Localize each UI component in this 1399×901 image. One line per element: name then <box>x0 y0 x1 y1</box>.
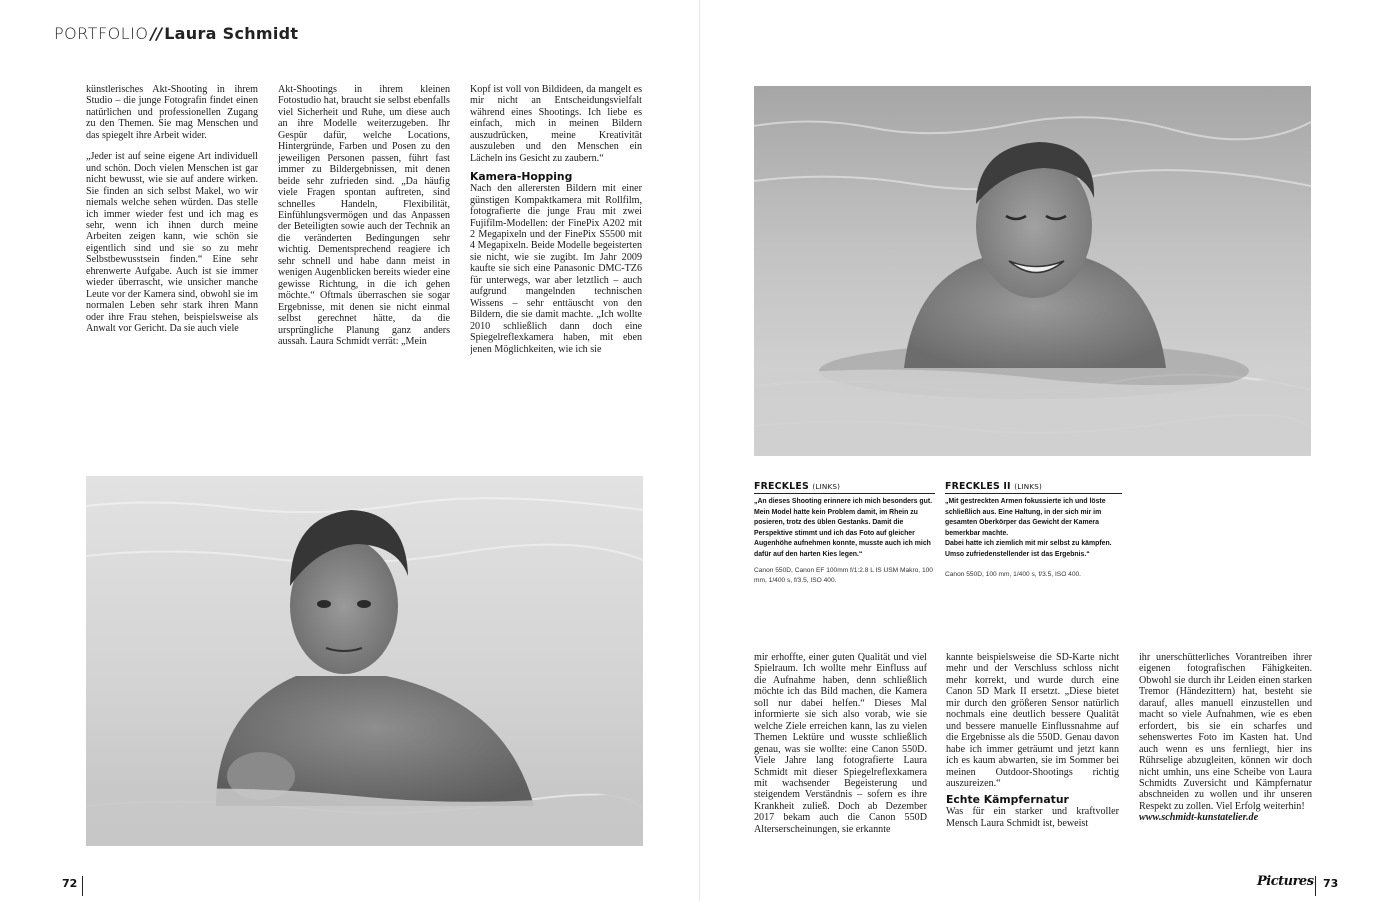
footer-divider-right <box>1315 876 1316 896</box>
spine-gutter <box>699 0 700 901</box>
paragraph: Was für ein starker und kraftvoller Mensch Laura Schmidt ist, beweist <box>946 806 1119 829</box>
website-link[interactable]: www.schmidt-kunstatelier.de <box>1139 812 1259 824</box>
caption-1-subtitle: (LINKS) <box>812 482 841 491</box>
caption-2-tech-specs: Canon 550D, 100 mm, 1/400 s, f/3.5, ISO 400. <box>945 571 1081 578</box>
paragraph: Akt-Shootings in ihrem kleinen Fotostudio hat, braucht sie selbst ebenfalls viel Sicherheit und Ruhe, um diese auch an ihre Modelle weiterzugeben. Ihr Gespür dafür, welche Locations, Hintergründe, Farben und Posen zu den jeweiligen Personen passen, führt fast immer zu Bildergebnissen, mit denen beide sehr zufrieden sind. „Da häufig viele Fragen spontan auftreten, sind schnelles Handeln, Flexibilität, Einfühlungsvermögen und das Anpassen der Beteiligten sowie auch der Technik an die veränderten Bedingungen sehr wichtig. Dementsprechend reagiere ich sehr schnell und habe dann meist in wenigen Augenblicken bereits wieder eine gewisse Richtung, in die ich gehen möchte.“ Oftmals überraschen sie sogar Ergebnisse, mit denen sie nicht einmal selbst gerechnet hätte, da die ursprüngliche Planung ganz anders aussah. Laura Schmidt verrät: „Mein <box>278 84 450 347</box>
paragraph: kannte beispielsweise die SD-Karte nicht mehr und der Verschluss schloss nicht mehr korrekt, und wurde durch eine Canon 5D Mark II ersetzt. „Diese bietet mir durch den größeren Sensor natürlich nochmals eine deutlich bessere Qualität und bessere manuelle Einflussnahme auf die Ergebnisse als die 550D. Genau davon habe ich immer geträumt und jetzt kann ich es kaum abwarten, sie im Sommer bei meinen Outdoor-Shootings richtig auszureizen.“ <box>946 652 1119 789</box>
caption-1-title <box>754 481 840 492</box>
article-column-3 <box>470 84 642 380</box>
caption-1-tech-specs: Canon 550D, Canon EF 100mm f/1:2.8 L IS USM Makro, 100 mm, 1/400 s, f/3.5, ISO 400. <box>754 567 933 585</box>
photo-freckles-laughing-image <box>754 86 1311 456</box>
header-separator: // <box>150 24 163 43</box>
caption-1-body <box>754 497 936 560</box>
paragraph: ihr unerschütterliches Vorantreiben ihrer eigenen fotografischen Fähigkeiten. Obwohl sie durch ihr Leiden einen starken Tremor (Händezittern) hat, besteht sie darauf, alles manuell einzustellen und macht so viele Aufnahmen, wie es eben erfordert, bis sie ein scharfes und sehenswertes Foto im Kasten hat. Und auch wenn es uns fernliegt, hier ins Rührselige abzugleiten, können wir doch nicht umhin, uns eine Scheibe von Laura Schmidts Zuversicht und Kämpfernatur abschneiden zu wollen und ihr unseren Respekt zu zollen. Viel Erfolg weiterhin! <box>1139 652 1312 812</box>
caption-2-body <box>945 497 1123 560</box>
photographer-name: Laura Schmidt <box>164 24 299 43</box>
subheading-kamera-hopping: Kamera-Hopping <box>470 170 573 184</box>
page-number-left: 72 <box>62 877 78 890</box>
running-header <box>54 24 298 43</box>
photo-freckles-laughing <box>754 86 1311 456</box>
photo-freckles-portrait-image <box>86 476 643 846</box>
page-number-right: 73 <box>1323 877 1339 890</box>
article-column-5 <box>946 652 1119 850</box>
caption-2-subtitle: (LINKS) <box>1014 482 1043 491</box>
article-column-6 <box>1139 652 1312 850</box>
caption-1-rule <box>754 493 935 494</box>
article-column-4 <box>754 652 927 850</box>
subheading-echte-kaempfernatur: Echte Kämpfernatur <box>946 793 1069 807</box>
section-label: PORTFOLIO <box>54 24 149 43</box>
article-column-1 <box>86 84 258 380</box>
caption-2-title-text: FRECKLES II <box>945 481 1011 492</box>
caption-2-paragraph: „Mit gestreckten Armen fokussierte ich und löste schließlich aus. Eine Haltung, in der sich mir im gesamten Oberkörper das Gewicht der Kamera bemerkbar machte. <box>945 498 1106 537</box>
paragraph: künstlerisches Akt-Shooting in ihrem Studio – die junge Fotografin findet einen natürlichen und professionellen Zugang zu den Themen. Sie mag Menschen und das spiegelt ihre Arbeit wider. <box>86 84 258 141</box>
article-column-2 <box>278 84 450 380</box>
paragraph: Nach den allerersten Bildern mit einer günstigen Kompaktkamera mit Rollfilm, fotografierte die junge Frau mit zwei Fujifilm-Modellen: der FinePix A202 mit 2 Megapixeln und der FinePix S5500 mit 4 Megapixeln. Beide Modelle begeisterten sie nicht, wie sie zugibt. Im Jahr 2009 kaufte sie sich eine Panasonic DMC-TZ6 für unterwegs, war aber letztlich – auch aufgrund mangelnden technischen Wissens – sehr enttäuscht von den Bildern, die sie damit machte. „Ich wollte 2010 schließlich dann doch eine Spiegelreflexkamera haben, mit eben jenen Möglichkeiten, wie ich sie <box>470 183 642 355</box>
paragraph: mir erhoffte, einer guten Qualität und viel Spielraum. Ich wollte mehr Einfluss auf die Aufnahme haben, denn schließlich möchte ich das Bild machen, die Kamera soll nur dabei helfen.“ Dieses Mal informierte sie sich also vorab, wie sie welche Ziele erreichen kann, las zu vielen Themen Lektüre und wusste schließlich genau, was sie wollte: eine Canon 550D. Viele Jahre lang fotografierte Laura Schmidt mit dieser Spiegelreflexkamera mit wachsender Begeisterung und steigendem Verständnis – sofern es ihre Krankheit zuließ. Doch ab Dezember 2017 bekam auch die Canon 550D Alterserscheinungen, sie erkannte <box>754 652 927 835</box>
paragraph: Kopf ist voll von Bildideen, da mangelt es mir nicht an Entscheidungsvielfalt während eines Shootings. Ich liebe es einfach, mich in meinen Bildern auszudrücken, meine Kreativität auszuleben und den Menschen ein Lächeln ins Gesicht zu zaubern.“ <box>470 84 642 164</box>
caption-1-paragraph: „An dieses Shooting erinnere ich mich besonders gut. Mein Model hatte kein Problem damit, im Rhein zu posieren, trotz des üblen Gestanks. Damit die Perspektive stimmt und ich das Foto auf gleicher Augenhöhe aufnehmen konnte, musste auch ich mich dafür auf den harten Kies legen.“ <box>754 498 933 558</box>
caption-2-title <box>945 481 1042 492</box>
paragraph: „Jeder ist auf seine eigene Art individuell und schön. Doch vielen Menschen ist gar nicht bewusst, wie sie auf andere wirken. Sie finden an sich selbst Makel, wo wir niemals welche sehen würden. Das stelle ich immer wieder fest und ich mag es sehr, wenn ich ihnen durch meine Arbeiten zeigen kann, wie schön sie eigentlich sind und sie so zu mehr Selbstbewusstsein finden.“ Eine sehr ehrenwerte Aufgabe. Auch ist sie immer wieder überrascht, wie unsicher manche Leute vor der Kamera sind, obwohl sie im normalen Leben sehr stark ihren Mann oder ihre Frau stehen, beispielsweise als Anwalt vor Gericht. Da sie auch viele <box>86 151 258 335</box>
caption-1-title-text: FRECKLES <box>754 481 809 492</box>
footer-divider-left <box>82 876 83 896</box>
caption-2-paragraph: Dabei hatte ich ziemlich mit mir selbst zu kämpfen. Umso zufriedenstellender ist das Ergebnis.“ <box>945 540 1112 558</box>
pictures-logo-icon: Pictures <box>1257 874 1314 889</box>
photo-freckles-portrait <box>86 476 643 846</box>
caption-2-rule <box>945 493 1122 494</box>
